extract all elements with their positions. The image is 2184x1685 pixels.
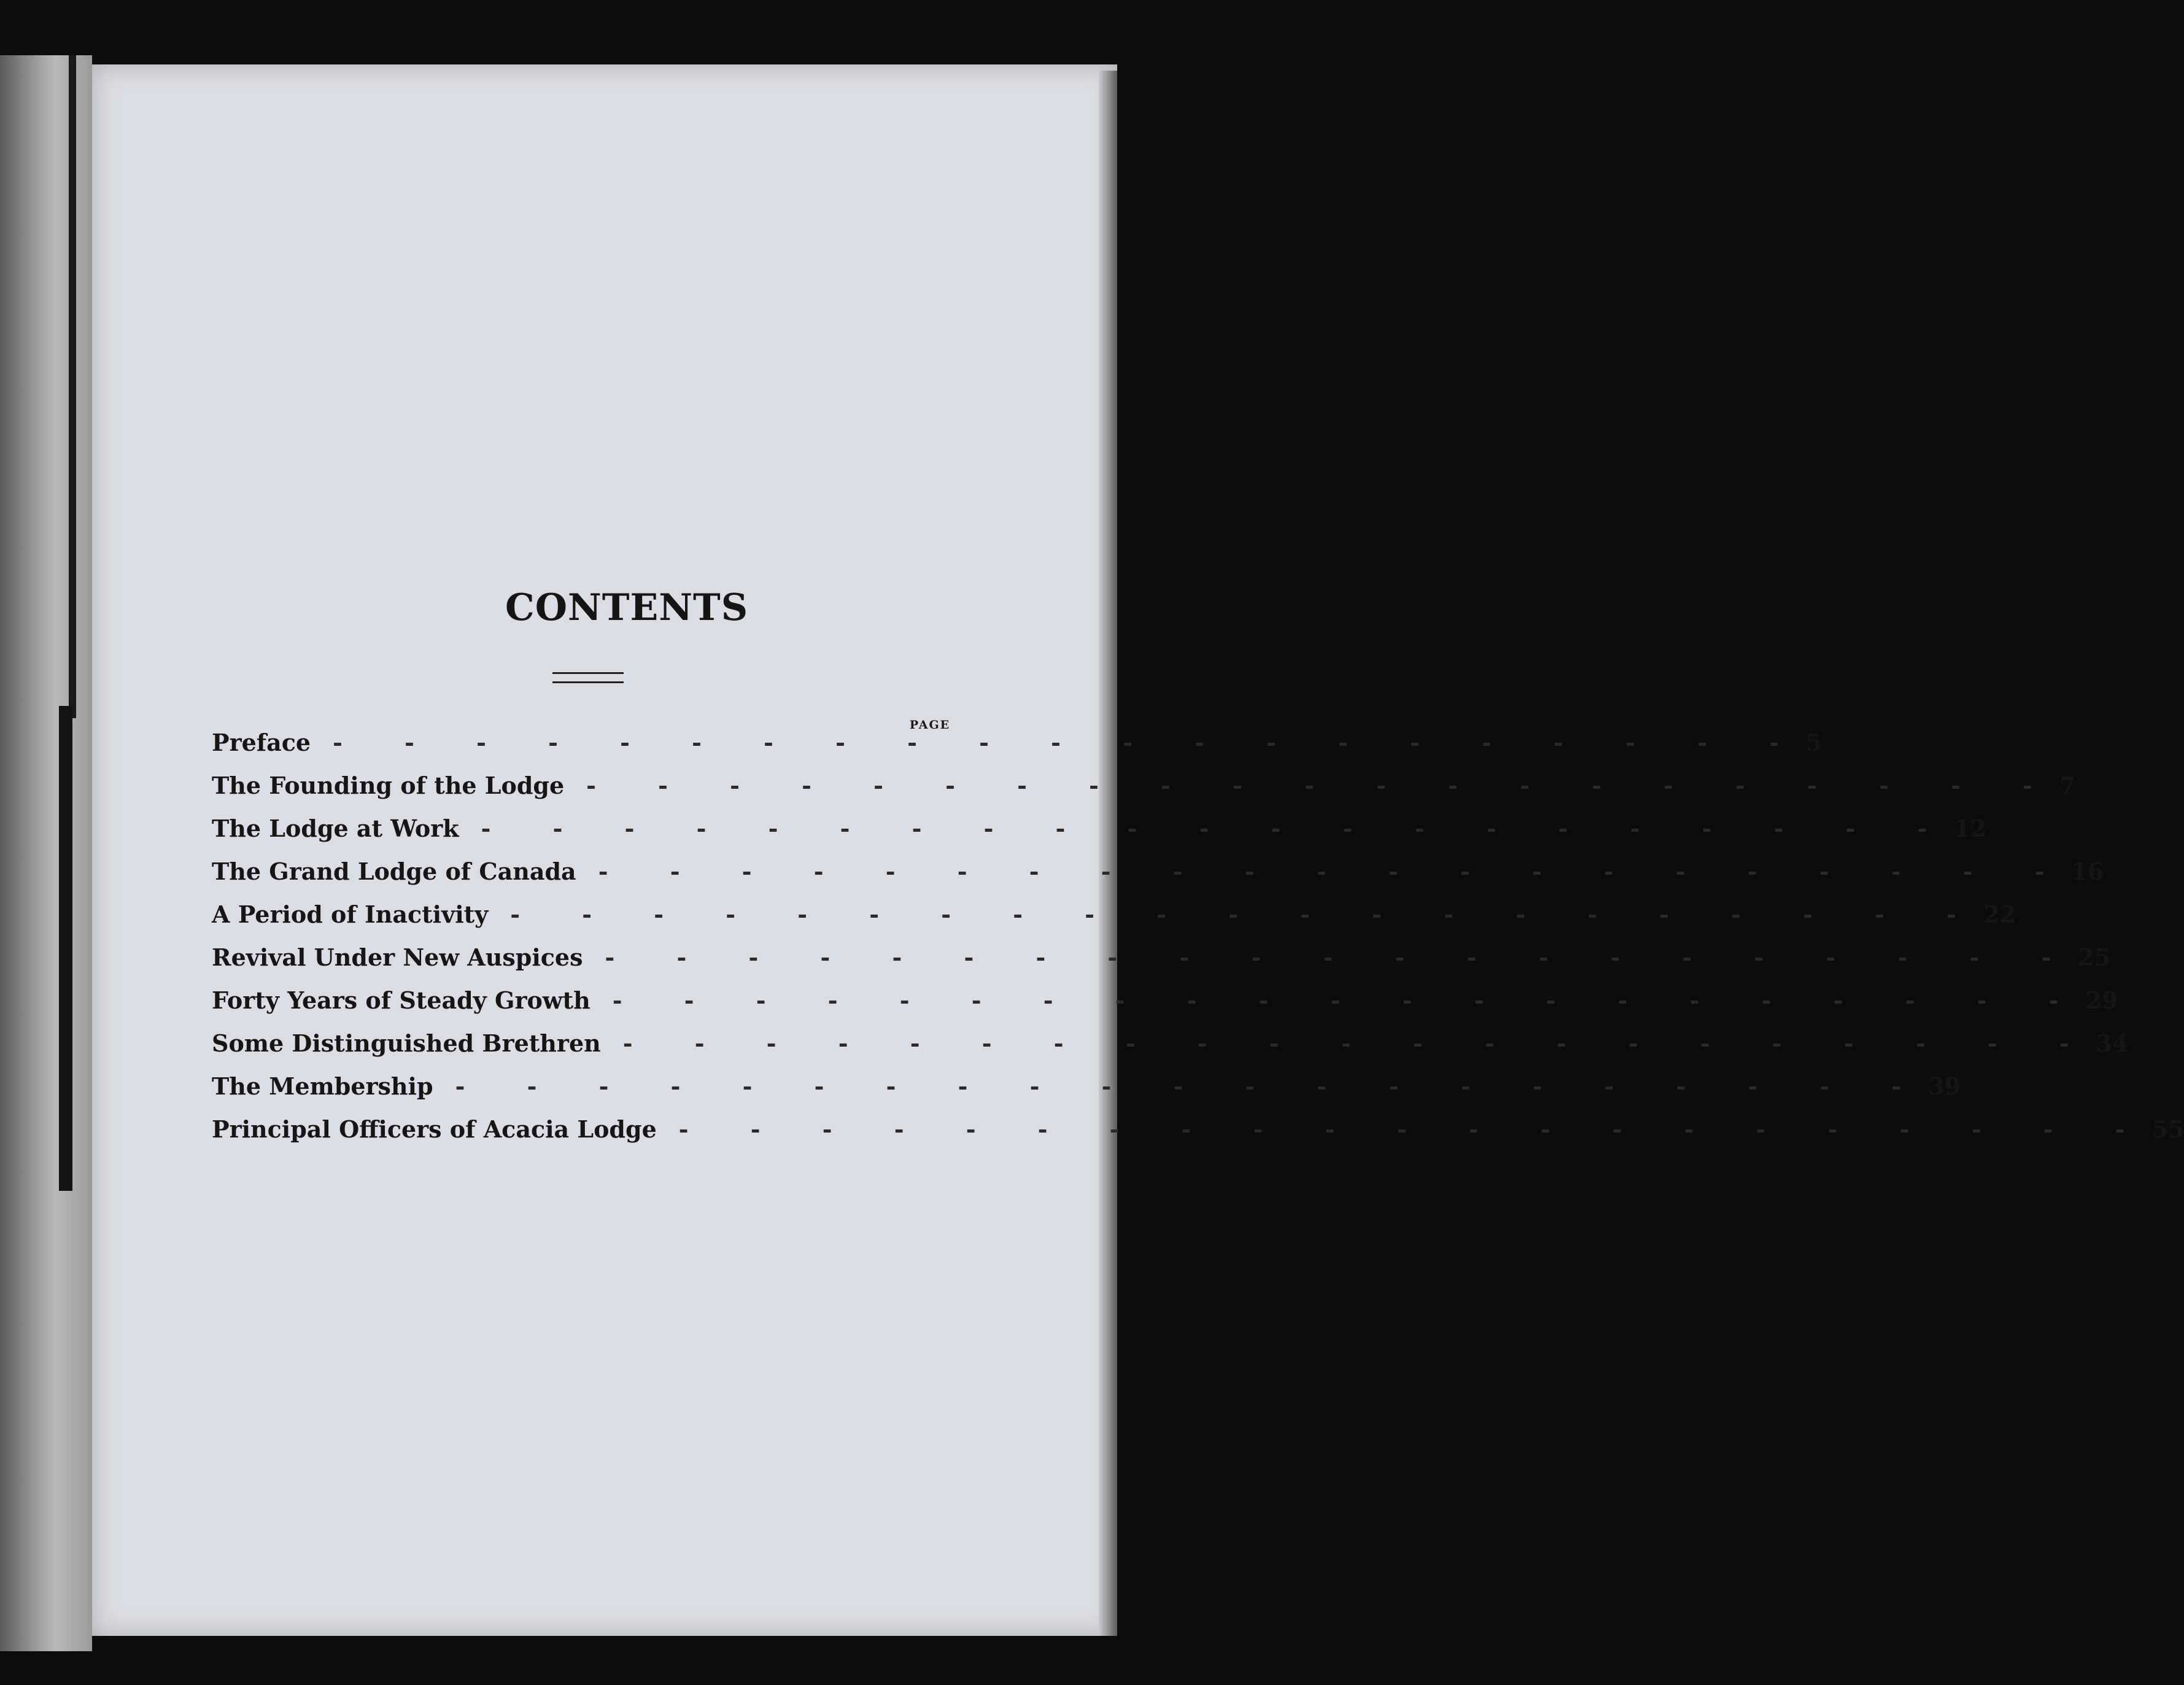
dot-leader: - - - - - - - - - - - - - - - - - - - - -	[510, 901, 1984, 928]
toc-entry	[212, 1108, 2184, 1151]
toc-entry-page: 22	[1983, 901, 2016, 928]
page-column-label: PAGE	[909, 718, 951, 732]
dot-leader: - - - - - - - - - - - - - - - - - - - - -	[678, 1115, 2152, 1143]
book-spine	[0, 55, 92, 1651]
dot-leader: - - - - - - - - - - - - - - - - - - - - -	[586, 772, 2059, 799]
toc-entry-page: 39	[1928, 1072, 1961, 1100]
toc-entry	[212, 936, 2111, 979]
dot-leader: - - - - - - - - - - - - - - - - - - - - -	[455, 1072, 1929, 1100]
toc-entry-title: The Lodge at Work	[212, 815, 459, 842]
toc-entry-title: Forty Years of Steady Growth	[212, 986, 591, 1014]
toc-entry	[212, 807, 1987, 850]
toc-entry	[212, 850, 2104, 893]
table-of-contents	[212, 721, 2184, 1151]
toc-entry	[212, 979, 2118, 1022]
spine-shadow-lower	[59, 706, 72, 1191]
toc-entry	[212, 721, 1822, 764]
toc-entry-title: Revival Under New Auspices	[212, 943, 583, 971]
contents-heading: CONTENTS	[505, 586, 749, 629]
dot-leader: - - - - - - - - - - - - - - - - - - - - -	[598, 858, 2072, 885]
toc-entry-title: A Period of Inactivity	[212, 901, 489, 928]
dot-leader: - - - - - - - - - - - - - - - - - - - - -	[622, 1029, 2096, 1057]
toc-entry-page: 7	[2059, 772, 2076, 799]
toc-entry-page: 5	[1805, 729, 1822, 756]
dot-leader: - - - - - - - - - - - - - - - - - - - - -	[612, 986, 2086, 1014]
toc-entry-title: Preface	[212, 729, 311, 756]
toc-entry-page: 12	[1954, 815, 1987, 842]
toc-entry-title: Principal Officers of Acacia Lodge	[212, 1115, 657, 1143]
toc-entry-page: 25	[2078, 943, 2111, 971]
toc-entry	[212, 764, 2076, 807]
toc-entry-page: 29	[2085, 986, 2118, 1014]
toc-entry-title: Some Distinguished Brethren	[212, 1029, 601, 1057]
dot-leader: - - - - - - - - - - - - - - - - - - - - -	[605, 943, 2078, 971]
toc-entry	[212, 1022, 2129, 1065]
dot-leader: - - - - - - - - - - - - - - - - - - - - -	[333, 729, 1806, 756]
toc-entry-page: 34	[2096, 1029, 2129, 1057]
double-rule-divider	[552, 672, 624, 683]
toc-entry-title: The Grand Lodge of Canada	[212, 858, 576, 885]
toc-entry-title: The Founding of the Lodge	[212, 772, 565, 799]
toc-entry	[212, 893, 2016, 936]
toc-entry	[212, 1065, 1961, 1108]
dot-leader: - - - - - - - - - - - - - - - - - - - - -	[481, 815, 1954, 842]
toc-entry-page: 16	[2071, 858, 2104, 885]
toc-entry-title: The Membership	[212, 1072, 433, 1100]
toc-entry-page: 55	[2151, 1115, 2184, 1143]
